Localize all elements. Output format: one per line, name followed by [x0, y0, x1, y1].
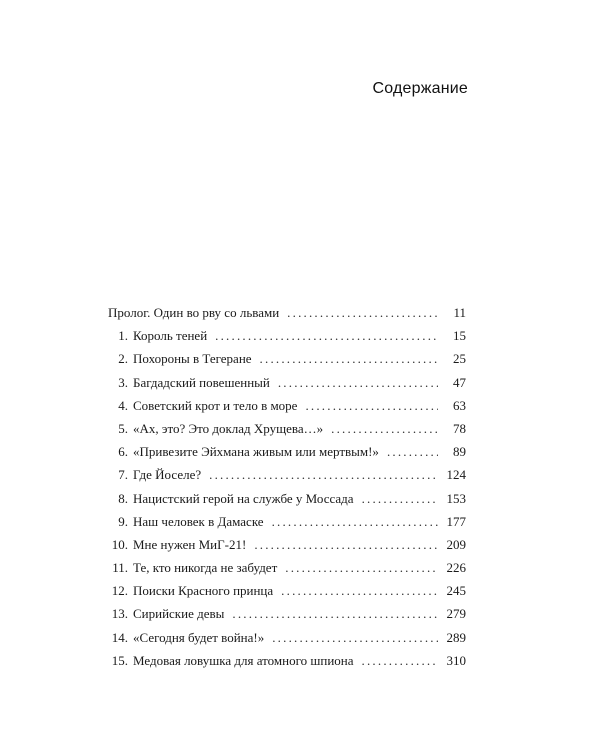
toc-entry-prologue — [108, 301, 466, 324]
toc-entry-number: 2. — [118, 351, 128, 367]
toc-entry-title: Багдадский повешенный — [133, 374, 270, 390]
toc-entry-title: Те, кто никогда не забудет — [133, 560, 278, 576]
dot-leader — [272, 510, 438, 533]
toc-entry-chapter-12 — [108, 579, 466, 602]
toc-entry-page: 279 — [446, 606, 466, 622]
toc-entry-number: 7. — [118, 467, 128, 483]
toc-entry-title: Медовая ловушка для атомного шпиона — [133, 652, 354, 668]
toc-entry-page: 245 — [446, 583, 466, 599]
toc-entry-number: 5. — [118, 420, 128, 436]
toc-entry-number: 3. — [118, 374, 128, 390]
toc-entry-number: 10. — [111, 536, 128, 552]
dot-leader — [285, 556, 438, 579]
toc-entry-page: 153 — [446, 490, 466, 506]
table-of-contents — [108, 301, 466, 672]
toc-entry-chapter-15 — [108, 649, 466, 672]
dot-leader — [232, 602, 438, 625]
toc-entry-number: 9. — [118, 513, 128, 529]
toc-entry-chapter-8 — [108, 487, 466, 510]
dot-leader — [287, 301, 438, 324]
toc-entry-title: Пролог. Один во рву со львами — [108, 305, 280, 320]
toc-entry-page: 177 — [446, 513, 466, 529]
toc-entry-title: Сирийские девы — [133, 606, 225, 622]
toc-entry-title: Король теней — [133, 328, 208, 344]
dot-leader — [209, 463, 438, 486]
toc-entry-title: «Привезите Эйхмана живым или мертвым!» — [133, 444, 379, 460]
toc-entry-page: 310 — [446, 652, 466, 668]
dot-leader — [254, 533, 438, 556]
toc-entry-title: «Ах, это? Это доклад Хрущева…» — [133, 420, 324, 436]
toc-entry-number: 6. — [118, 444, 128, 460]
toc-entry-chapter-10 — [108, 533, 466, 556]
dot-leader — [278, 371, 438, 394]
dot-leader — [331, 417, 438, 440]
toc-entry-number: 14. — [111, 629, 128, 645]
toc-entry-page: 124 — [446, 467, 466, 483]
toc-entry-page: 47 — [453, 374, 466, 390]
dot-leader — [281, 579, 438, 602]
dot-leader — [215, 324, 438, 347]
toc-entry-page: 63 — [453, 397, 466, 413]
toc-entry-chapter-6 — [108, 440, 466, 463]
toc-entry-chapter-4 — [108, 394, 466, 417]
toc-entry-chapter-9 — [108, 510, 466, 533]
toc-entry-number: 11. — [112, 560, 128, 576]
toc-entry-chapter-7 — [108, 463, 466, 486]
dot-leader — [272, 626, 438, 649]
toc-entry-page: 89 — [453, 444, 466, 460]
toc-entry-title: Наш человек в Дамаске — [133, 513, 264, 529]
toc-entry-page: 15 — [453, 328, 466, 344]
toc-entry-chapter-3 — [108, 371, 466, 394]
toc-entry-page: 78 — [453, 420, 466, 436]
toc-entry-chapter-14 — [108, 626, 466, 649]
toc-entry-title: Поиски Красного принца — [133, 583, 274, 599]
toc-entry-chapter-5 — [108, 417, 466, 440]
toc-entry-title: Нацистский герой на службе у Моссада — [133, 490, 354, 506]
toc-entry-title: Похороны в Тегеране — [133, 351, 252, 367]
toc-entry-title: Советский крот и тело в море — [133, 397, 298, 413]
toc-entry-number: 4. — [118, 397, 128, 413]
toc-entry-title: Мне нужен МиГ-21! — [133, 536, 247, 552]
dot-leader — [362, 487, 438, 510]
toc-entry-page: 226 — [446, 560, 466, 576]
toc-entry-title: «Сегодня будет война!» — [133, 629, 265, 645]
toc-entry-chapter-2 — [108, 347, 466, 370]
toc-entry-page: 289 — [446, 629, 466, 645]
toc-entry-number: 8. — [118, 490, 128, 506]
toc-entry-number: 15. — [111, 652, 128, 668]
toc-entry-page: 11 — [453, 305, 466, 320]
toc-entry-chapter-1 — [108, 324, 466, 347]
dot-leader — [387, 440, 438, 463]
toc-entry-page: 25 — [453, 351, 466, 367]
toc-entry-chapter-13 — [108, 602, 466, 625]
page-title: Содержание — [372, 80, 468, 97]
toc-entry-number: 13. — [111, 606, 128, 622]
toc-entry-number: 1. — [118, 328, 128, 344]
toc-entry-number: 12. — [111, 583, 128, 599]
toc-entry-page: 209 — [446, 536, 466, 552]
dot-leader — [260, 347, 438, 370]
toc-entry-title: Где Йоселе? — [133, 467, 202, 483]
toc-entry-chapter-11 — [108, 556, 466, 579]
dot-leader — [305, 394, 438, 417]
dot-leader — [362, 649, 438, 672]
